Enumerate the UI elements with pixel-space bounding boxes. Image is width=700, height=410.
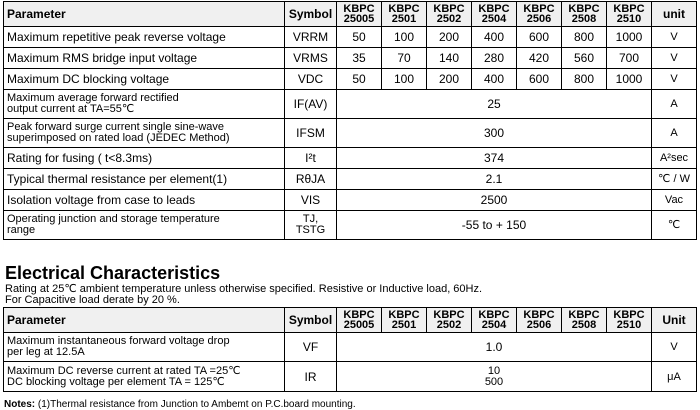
table-row	[4, 362, 697, 392]
unit-cell: A²sec	[652, 148, 697, 169]
param-cell: Rating for fusing ( t<8.3ms)	[4, 148, 285, 169]
unit-cell: A	[652, 119, 697, 148]
symbol-cell: IR	[285, 362, 337, 392]
symbol-cell: VF	[285, 333, 337, 362]
unit-cell: Vac	[652, 190, 697, 211]
value-cell: 400	[472, 69, 517, 90]
value-cell: 600	[517, 27, 562, 48]
header-parameter: Parameter	[4, 308, 285, 333]
footnote	[4, 399, 356, 410]
header-model: KBPC 2501	[382, 308, 427, 333]
electrical-table	[3, 307, 697, 392]
symbol-cell: IF(AV)	[285, 90, 337, 119]
symbol-cell: RθJA	[285, 169, 337, 190]
param-cell: Operating junction and storage temperature range	[4, 211, 285, 240]
param-cell: Isolation voltage from case to leads	[4, 190, 285, 211]
unit-cell: V	[652, 69, 697, 90]
header-model: KBPC 2504	[472, 2, 517, 27]
table-row	[4, 27, 697, 48]
notes-label: Notes:	[4, 399, 36, 410]
header-unit: Unit	[652, 308, 697, 333]
value-cell: 25	[337, 90, 652, 119]
table-row	[4, 48, 697, 69]
header-model: KBPC 2508	[562, 2, 607, 27]
value-cell: 374	[337, 148, 652, 169]
unit-cell: A	[652, 90, 697, 119]
param-cell: Maximum RMS bridge input voltage	[4, 48, 285, 69]
value-cell: 280	[472, 48, 517, 69]
header-model: KBPC 2502	[427, 308, 472, 333]
header-model: KBPC 2504	[472, 308, 517, 333]
header-model: KBPC 2501	[382, 2, 427, 27]
unit-cell: V	[652, 48, 697, 69]
param-cell: Maximum instantaneous forward voltage drop per leg at 12.5A	[4, 333, 285, 362]
header-model: KBPC 25005	[337, 2, 382, 27]
value-cell: 10 500	[337, 362, 652, 392]
header-symbol: Symbol	[285, 2, 337, 27]
value-cell: 400	[472, 27, 517, 48]
value-cell: 1000	[607, 27, 652, 48]
param-cell: Maximum DC reverse current at rated TA =25℃ DC blocking voltage per element TA = 125℃	[4, 362, 285, 392]
header-unit: unit	[652, 2, 697, 27]
value-cell: 70	[382, 48, 427, 69]
value-cell: 1.0	[337, 333, 652, 362]
value-cell: 560	[562, 48, 607, 69]
unit-cell: V	[652, 27, 697, 48]
header-model: KBPC 2510	[607, 308, 652, 333]
value-cell: 50	[337, 69, 382, 90]
value-cell: 100	[382, 27, 427, 48]
table-row	[4, 333, 697, 362]
value-cell: 50	[337, 27, 382, 48]
capacitive-note: For Capacitive load derate by 20 %.	[5, 294, 180, 306]
param-cell: Typical thermal resistance per element(1)	[4, 169, 285, 190]
symbol-cell: I²t	[285, 148, 337, 169]
value-cell: 140	[427, 48, 472, 69]
param-cell: Maximum repetitive peak reverse voltage	[4, 27, 285, 48]
header-model: KBPC 2506	[517, 2, 562, 27]
unit-cell: ℃	[652, 211, 697, 240]
param-cell: Maximum average forward rectified output current at TA=55℃	[4, 90, 285, 119]
value-cell: 600	[517, 69, 562, 90]
table-row	[4, 69, 697, 90]
table-row	[4, 190, 697, 211]
value-cell: 800	[562, 69, 607, 90]
value-cell: 2.1	[337, 169, 652, 190]
rating-note: Rating at 25℃ ambient temperature unless otherwise specified. Resistive or Inductive load, 60Hz.	[5, 283, 483, 295]
unit-cell: ℃ / W	[652, 169, 697, 190]
table-header-row	[4, 308, 697, 333]
symbol-cell: IFSM	[285, 119, 337, 148]
param-cell: Maximum DC blocking voltage	[4, 69, 285, 90]
value-cell: 2500	[337, 190, 652, 211]
value-cell: 300	[337, 119, 652, 148]
header-model: KBPC 2502	[427, 2, 472, 27]
table-row	[4, 169, 697, 190]
table-header-row	[4, 2, 697, 27]
header-parameter: Parameter	[4, 2, 285, 27]
value-cell: 200	[427, 69, 472, 90]
symbol-cell: VRMS	[285, 48, 337, 69]
notes-text: (1)Thermal resistance from Junction to Ambemt on P.C.board mounting.	[35, 399, 356, 410]
param-cell: Peak forward surge current single sine-wave superimposed on rated load (JEDEC Method)	[4, 119, 285, 148]
value-cell: 1000	[607, 69, 652, 90]
symbol-cell: VIS	[285, 190, 337, 211]
value-cell: 700	[607, 48, 652, 69]
symbol-cell: TJ, TSTG	[285, 211, 337, 240]
symbol-cell: VDC	[285, 69, 337, 90]
header-model: KBPC 2508	[562, 308, 607, 333]
table-row	[4, 90, 697, 119]
value-cell: 800	[562, 27, 607, 48]
value-cell: 35	[337, 48, 382, 69]
value-cell: 200	[427, 27, 472, 48]
value-cell: 100	[382, 69, 427, 90]
symbol-cell: VRRM	[285, 27, 337, 48]
value-cell: 420	[517, 48, 562, 69]
header-model: KBPC 25005	[337, 308, 382, 333]
unit-cell: V	[652, 333, 697, 362]
table-row	[4, 148, 697, 169]
table-row	[4, 119, 697, 148]
table-row	[4, 211, 697, 240]
header-model: KBPC 2510	[607, 2, 652, 27]
section-title: Electrical Characteristics	[5, 263, 221, 283]
max-ratings-table	[3, 1, 697, 240]
value-cell: -55 to + 150	[337, 211, 652, 240]
header-symbol: Symbol	[285, 308, 337, 333]
unit-cell: μA	[652, 362, 697, 392]
header-model: KBPC 2506	[517, 308, 562, 333]
